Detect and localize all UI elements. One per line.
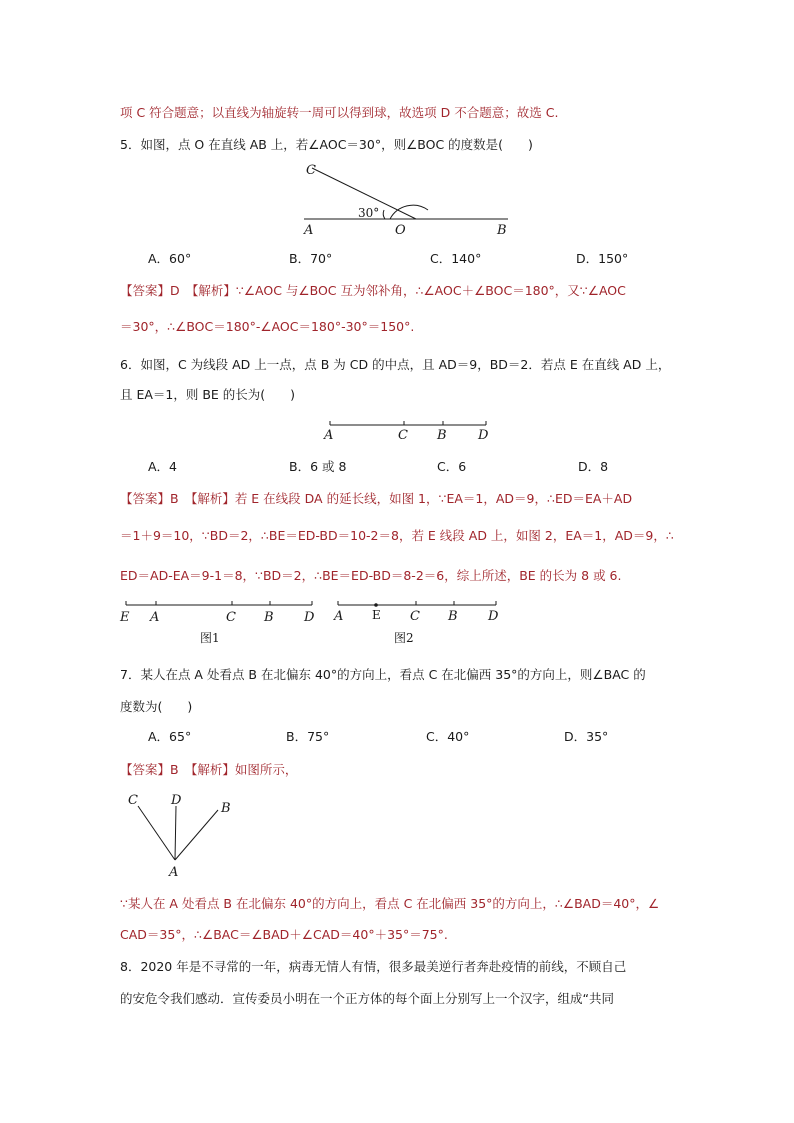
label-d: D — [171, 793, 182, 808]
label-o: O — [395, 223, 406, 238]
q6-segment-figure — [318, 416, 498, 446]
q6-stem-line-1: 6．如图，C 为线段 AD 上一点，点 B 为 CD 的中点，且 AD＝9，BD＝2．若点 E 在直线 AD 上， — [120, 357, 671, 372]
previous-answer-line: 项 C 符合题意；以直线为轴旋转一周可以得到球，故选项 D 不合题意；故选 C. — [120, 105, 559, 120]
q7-direction-figure — [122, 786, 238, 882]
q6-answer-line-2: ＝1＋9＝10，∵BD＝2，∴BE＝ED-BD＝10-2＝8，若 E 线段 AD 上，如图 2，EA＝1，AD＝9，∴ — [120, 528, 674, 543]
q6-option-a: A．4 — [148, 459, 178, 474]
label-a: A — [304, 223, 314, 238]
q6-option-c: C．6 — [437, 459, 467, 474]
q5-option-d: D．150° — [576, 251, 629, 266]
q5-stem: 5．如图，点 O 在直线 AB 上，若∠AOC＝30°，则∠BOC 的度数是( ) — [120, 137, 533, 152]
q7-stem-line-1: 7．某人在点 A 处看点 B 在北偏东 40°的方向上，看点 C 在北偏西 35°的方向上，则∠BAC 的 — [120, 667, 646, 682]
q6-answer-line-3: ED＝AD-EA＝9-1＝8，∵BD＝2，∴BE＝ED-BD＝8-2＝6，综上所述，BE 的长为 8 或 6. — [120, 568, 622, 583]
q7-answer-line-1: ∵某人在 A 处看点 B 在北偏东 40°的方向上，看点 C 在北偏西 35°的方向上，∴∠BAD＝40°，∠ — [120, 896, 660, 911]
figure-2-caption: 图2 — [394, 631, 414, 645]
q7-answer-head: 【答案】B 【解析】如图所示， — [120, 762, 298, 777]
label-a: A — [169, 865, 179, 880]
label-a: A — [150, 610, 160, 625]
label-c: C — [410, 609, 420, 624]
angle-arc-aoc — [383, 210, 385, 219]
ray-ad — [175, 806, 176, 860]
label-e: E — [372, 608, 381, 622]
q6-figure-2 — [332, 596, 506, 648]
label-d: D — [478, 428, 489, 443]
label-a: A — [324, 428, 334, 443]
label-c: C — [226, 610, 236, 625]
q6-figure-1 — [118, 596, 322, 648]
label-d: D — [304, 610, 315, 625]
q5-angle-figure — [296, 158, 516, 238]
label-d: D — [488, 609, 499, 624]
q7-option-c: C．40° — [426, 729, 470, 744]
q7-option-b: B．75° — [286, 729, 330, 744]
q6-answer-line-1: 【答案】B 【解析】若 E 在线段 DA 的延长线，如图 1，∵EA＝1，AD＝9，∴ED＝EA＋AD — [120, 491, 633, 506]
angle-arc-boc — [390, 205, 428, 219]
q6-option-b: B．6 或 8 — [289, 459, 347, 474]
ray-ab — [175, 810, 218, 860]
q6-option-d: D．8 — [578, 459, 609, 474]
label-a: A — [334, 609, 344, 624]
q7-answer-line-2: CAD＝35°，∴∠BAC＝∠BAD＋∠CAD＝40°＋35°＝75°. — [120, 927, 448, 942]
label-b: B — [448, 609, 458, 624]
q6-stem-line-2: 且 EA＝1，则 BE 的长为( ) — [120, 387, 296, 402]
q8-stem-line-1: 8．2020 年是不寻常的一年，病毒无情人有情，很多最美逆行者奔赴疫情的前线，不顾自己 — [120, 959, 627, 974]
label-angle: 30° — [358, 206, 380, 220]
q7-stem-line-2: 度数为( ) — [120, 699, 193, 714]
q8-stem-line-2: 的安危令我们感动．宣传委员小明在一个正方体的每个面上分别写上一个汉字，组成“共同 — [120, 991, 614, 1006]
label-b: B — [221, 801, 231, 816]
label-c: C — [398, 428, 408, 443]
q5-option-a: A．60° — [148, 251, 192, 266]
label-b: B — [437, 428, 447, 443]
q5-answer-line-1: 【答案】D 【解析】∵∠AOC 与∠BOC 互为邻补角，∴∠AOC＋∠BOC＝180°，又∵∠AOC — [120, 283, 626, 298]
figure-1-caption: 图1 — [200, 631, 220, 645]
label-c: C — [306, 163, 316, 178]
ray-ac — [138, 806, 175, 860]
q5-option-c: C．140° — [430, 251, 482, 266]
q7-option-d: D．35° — [564, 729, 609, 744]
label-b: B — [497, 223, 507, 238]
label-e: E — [120, 610, 130, 625]
q7-option-a: A．65° — [148, 729, 192, 744]
q5-answer-line-2: ＝30°，∴∠BOC＝180°-∠AOC＝180°-30°＝150°. — [120, 319, 415, 334]
label-c: C — [128, 793, 138, 808]
label-b: B — [264, 610, 274, 625]
q5-option-b: B．70° — [289, 251, 333, 266]
